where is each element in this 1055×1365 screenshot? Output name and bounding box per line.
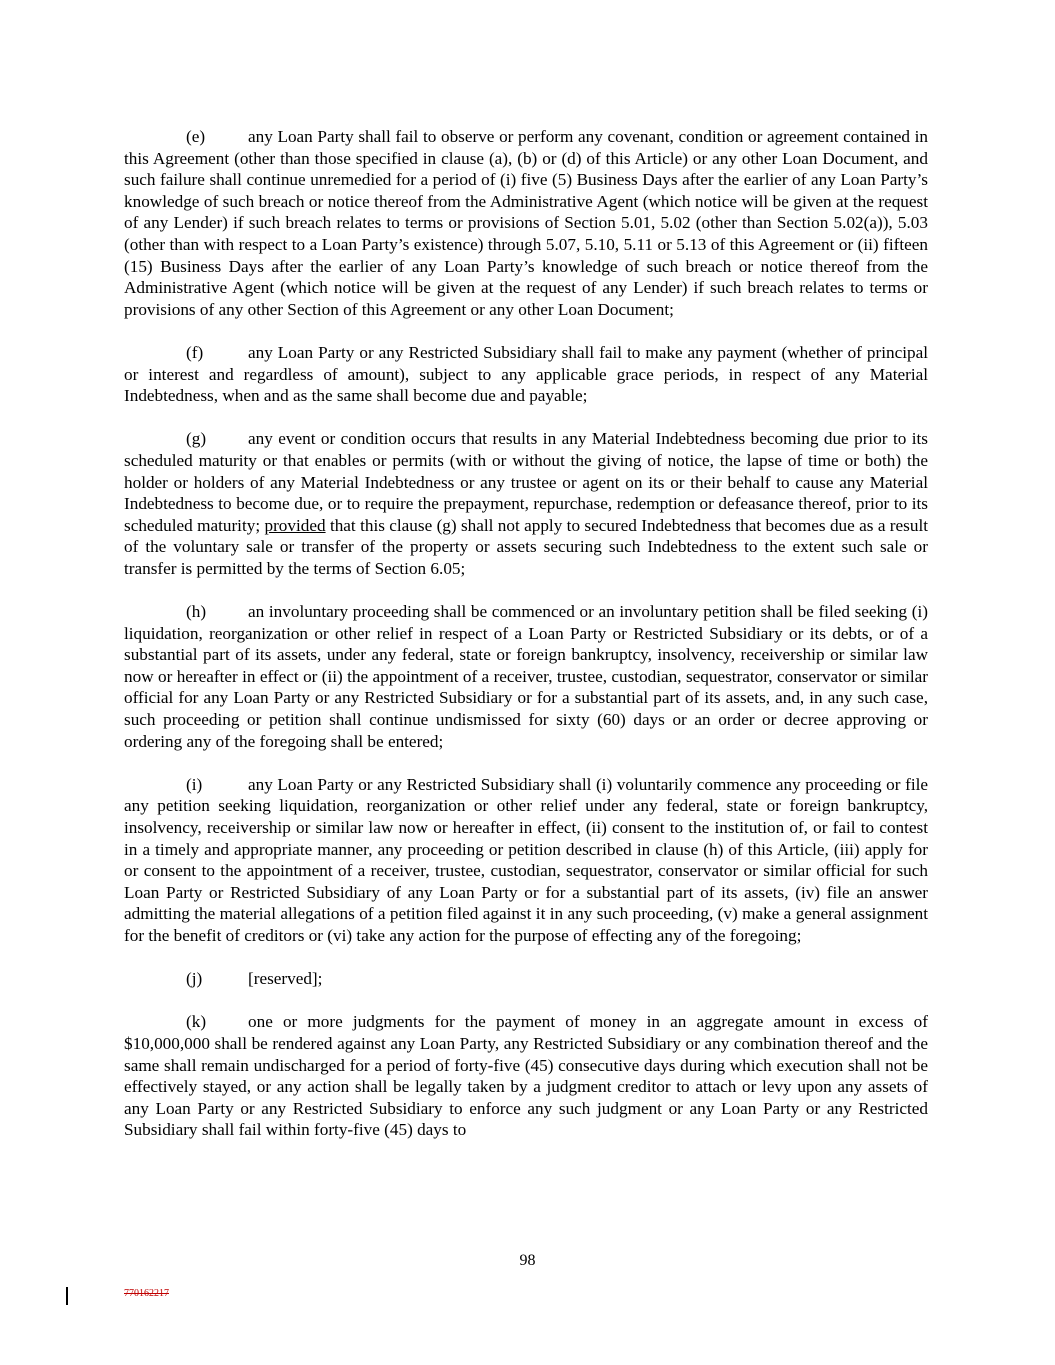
clause-label: (j) (186, 969, 203, 989)
clause-text: [reserved]; (248, 969, 323, 989)
clause-j (124, 968, 928, 990)
change-bar (66, 1287, 68, 1305)
page-number: 98 (519, 1252, 536, 1269)
clause-text-after: that this clause (g) shall not apply to secured Indebtedness that becomes due as a result of the voluntary sale or transfer of the property or assets securing such Indebtedness to the extent such sale or transfer is permitted by the terms of Section 6.05; (124, 515, 928, 578)
clause-text-before: any event or condition occurs that results in any Material Indebtedness becoming due prior to its scheduled maturity or that enables or permits (with or without the giving of notice, the lapse of time or both) the holder or holders of any Material Indebtedness or any trustee or agent on its or their behalf to cause any Material Indebtedness to become due, or to require the prepayment, repurchase, redemption or defeasance thereof, prior to its scheduled maturity; (124, 429, 928, 535)
clause-text: any Loan Party shall fail to observe or perform any covenant, condition or agreement contained in this Agreement (other than those specified in clause (a), (b) or (d) of this Article) or any other Loan Document, and such failure shall continue unremedied for a period of (i) five (5) Business Days after the earlier of any Loan Party’s knowledge of such breach or notice thereof from the Administrative Agent (which notice will be given at the request of any Lender) if such breach relates to terms or provisions of Section 5.01, 5.02 (other than Section 5.02(a)), 5.03 (other than with respect to a Loan Party’s existence) through 5.07, 5.10, 5.11 or 5.13 of this Agreement or (ii) fifteen (15) Business Days after the earlier of any Loan Party’s knowledge of such breach or notice thereof from the Administrative Agent (which notice will be given at the request of any Lender) if such breach relates to terms or provisions of any other Section of this Agreement or any other Loan Document; (124, 127, 928, 319)
clause-text: any Loan Party or any Restricted Subsidiary shall (i) voluntarily commence any proceeding or file any petition seeking liquidation, reorganization or other relief under any federal, state or foreign bankruptcy, insolvency, receivership or similar law now or hereafter in effect, (ii) consent to the institution of, or fail to contest in a timely and appropriate manner, any proceeding or petition described in clause (h) of this Article, (iii) apply for or consent to the appointment of a receiver, trustee, custodian, sequestrator, conservator or similar official for such Loan Party or Restricted Subsidiary of any Loan Party or for a substantial part of its assets, (iv) file an answer admitting the material allegations of a petition filed against it in any such proceeding, (v) make a general assignment for the benefit of creditors or (vi) take any action for the purpose of effecting any of the foregoing; (124, 774, 928, 945)
clause-label: (k) (186, 1012, 207, 1032)
clause-label: (g) (186, 429, 207, 449)
clause-g (124, 428, 928, 579)
clause-label: (i) (186, 774, 203, 794)
clause-k (124, 1011, 928, 1141)
clause-text: an involuntary proceeding shall be commenced or an involuntary petition shall be filed seeking (i) liquidation, reorganization or other relief in respect of a Loan Party or Restricted Subsidiary or its debts, or of a substantial part of its assets, under any federal, state or foreign bankruptcy, insolvency, receivership or similar law now or hereafter in effect or (ii) the appointment of a receiver, trustee, custodian, sequestrator, conservator or similar official for any Loan Party or any Restricted Subsidiary or for a substantial part of its assets, and, in any such case, such proceeding or petition shall continue undismissed for sixty (60) days or an order or decree approving or ordering any of the foregoing shall be entered; (124, 602, 928, 751)
clause-label: (h) (186, 602, 207, 622)
clause-text: any Loan Party or any Restricted Subsidiary shall fail to make any payment (whether of principal or interest and regardless of amount), subject to any applicable grace periods, in respect of any Material Indebtedness, when and as the same shall become due and payable; (124, 342, 928, 406)
clause-f (124, 342, 928, 407)
clause-e (124, 126, 928, 320)
clause-label: (f) (186, 342, 204, 362)
clause-label: (e) (186, 127, 206, 146)
clause-text: one or more judgments for the payment of money in an aggregate amount in excess of $10,000,000 shall be rendered against any Loan Party, any Restricted Subsidiary or any combination thereof and the same shall remain undischarged for a period of forty-five (45) consecutive days during which execution shall not be effectively stayed, or any action shall be legally taken by a judgment creditor to attach or levy upon any assets of any Loan Party or any Restricted Subsidiary to enforce any such judgment or any Loan Party or any Restricted Subsidiary shall fail within forty-five (45) days to (124, 1012, 928, 1140)
clause-h (124, 601, 928, 752)
document-id: 770162217 (124, 1288, 169, 1299)
clause-i (124, 774, 928, 947)
document-body (124, 126, 928, 1163)
provided-term: provided (264, 515, 326, 535)
